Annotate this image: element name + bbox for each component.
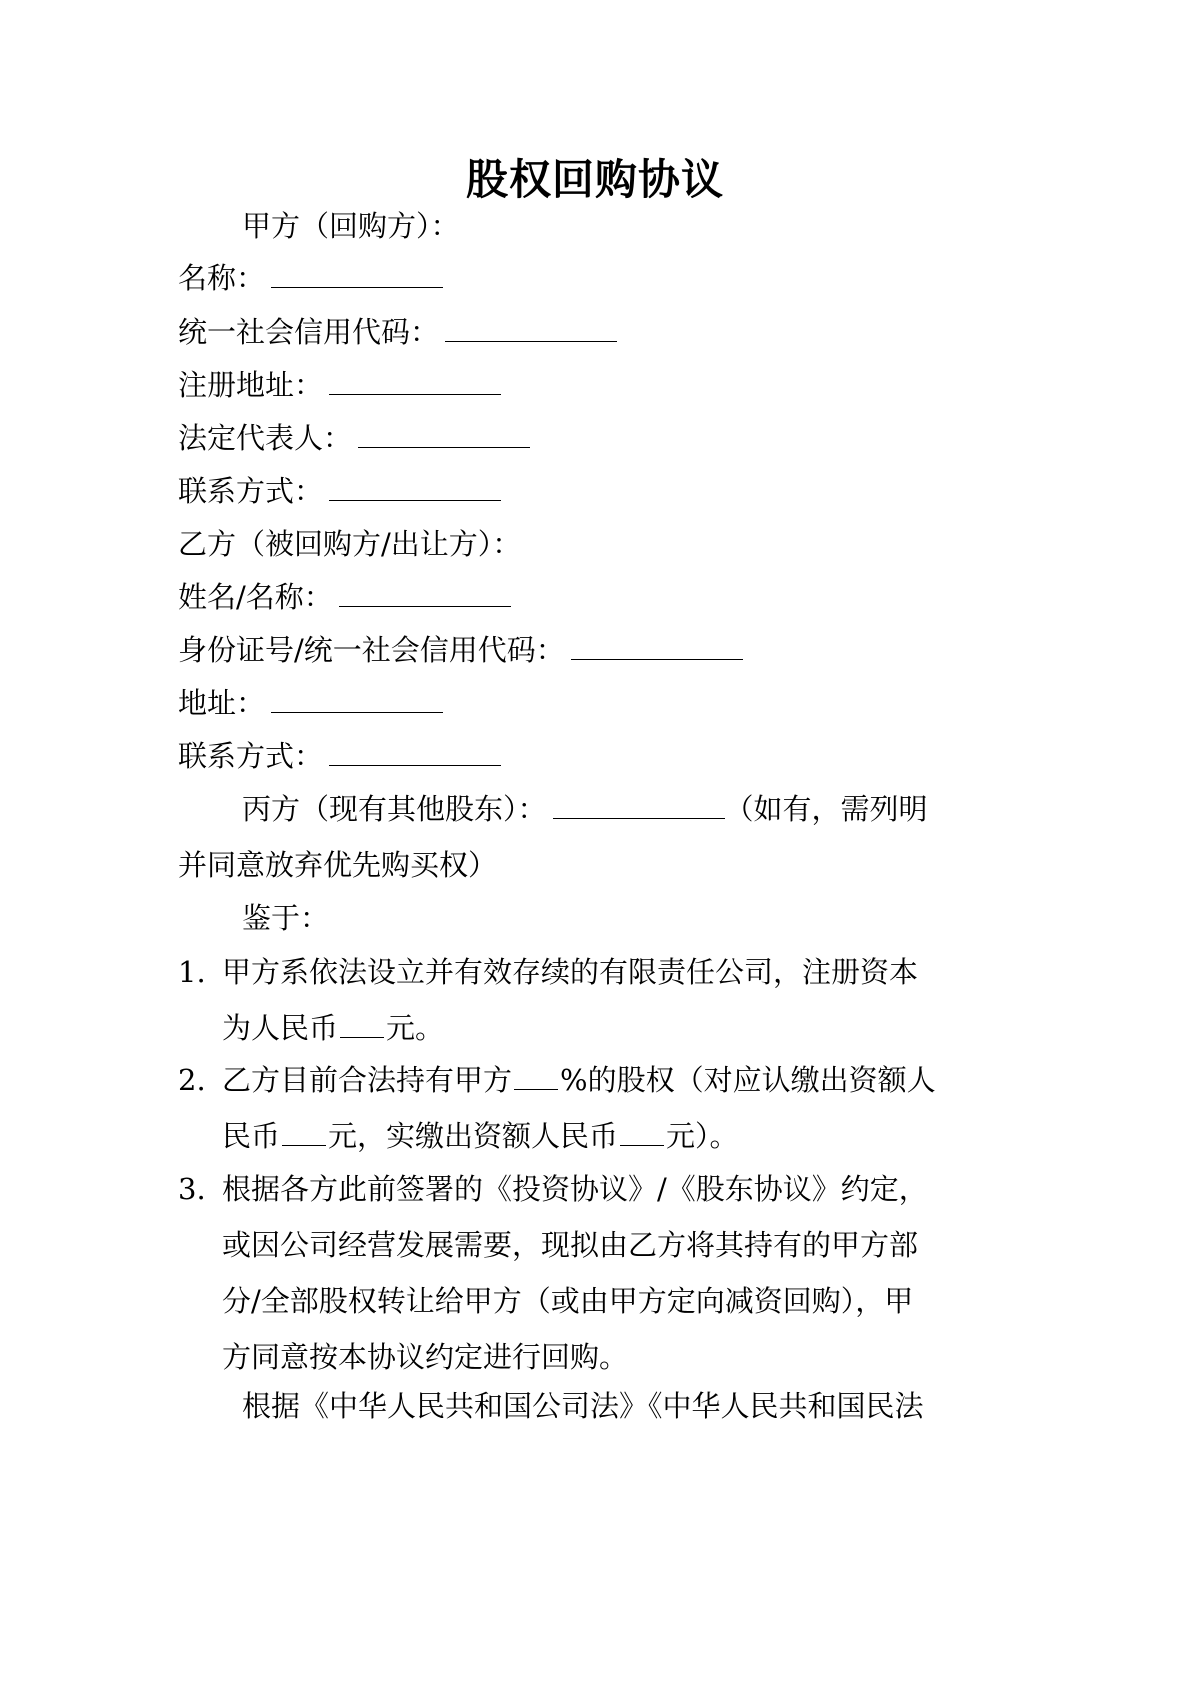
- party-c-note-1: （如有，需列明: [724, 792, 928, 826]
- party-b-contact-label: 联系方式：: [178, 739, 324, 773]
- whereas-item-2-line-2: [222, 1108, 1012, 1164]
- party-a-legal-rep-row: [178, 410, 530, 466]
- whereas-item-3-line-4: 方同意按本协议约定进行回购。: [222, 1340, 629, 1374]
- party-b-address-row: [178, 675, 443, 731]
- whereas-item-3-line-3: 分/全部股权转让给甲方（或由甲方定向减资回购），甲: [222, 1284, 914, 1318]
- party-b-name-row: [178, 569, 511, 625]
- subscribed-capital-blank[interactable]: [282, 1117, 326, 1146]
- party-b-contact-row: [178, 728, 501, 784]
- whereas-item-2-number: 2.: [178, 1063, 206, 1097]
- party-c-note-2: 并同意放弃优先购买权）: [178, 848, 498, 882]
- party-a-address-blank[interactable]: [329, 366, 501, 395]
- party-a-contact-row: [178, 463, 501, 519]
- paid-capital-blank[interactable]: [620, 1117, 664, 1146]
- whereas-item-2-text-2: %的股权（对应认缴出资额人: [560, 1063, 936, 1097]
- whereas-item-2: [222, 1052, 1012, 1164]
- whereas-item-1: [222, 944, 1012, 1056]
- party-b-id-row: [178, 622, 743, 678]
- whereas-item-2-text-5: 元）。: [666, 1119, 739, 1153]
- party-a-contact-blank[interactable]: [329, 472, 501, 501]
- registered-capital-blank[interactable]: [340, 1009, 384, 1038]
- party-a-address-row: [178, 357, 501, 413]
- whereas-item-1-text-end: 元。: [386, 1011, 445, 1045]
- party-a-legal-rep-blank[interactable]: [358, 419, 530, 448]
- whereas-item-2-text: 乙方目前合法持有甲方: [222, 1063, 513, 1097]
- party-b-name-blank[interactable]: [339, 578, 511, 607]
- whereas-item-2-line-1: [222, 1052, 1012, 1108]
- whereas-item-1-line-2: [222, 1000, 1012, 1056]
- party-b-address-blank[interactable]: [271, 684, 443, 713]
- equity-percent-blank[interactable]: [514, 1061, 558, 1090]
- whereas-item-1-line-1: 甲方系依法设立并有效存续的有限责任公司，注册资本: [222, 955, 919, 989]
- party-a-credit-code-blank[interactable]: [445, 313, 617, 342]
- whereas-item-1-text: 为人民币: [222, 1011, 339, 1045]
- party-c-heading: 丙方（现有其他股东）：: [242, 792, 547, 826]
- party-a-legal-rep-label: 法定代表人：: [178, 421, 353, 455]
- party-a-name-row: [178, 250, 443, 306]
- party-c-paragraph: [178, 781, 928, 893]
- party-b-contact-blank[interactable]: [329, 737, 501, 766]
- whereas-item-3-line-2: 或因公司经营发展需要，现拟由乙方将其持有的甲方部: [222, 1228, 919, 1262]
- party-a-contact-label: 联系方式：: [178, 474, 324, 508]
- whereas-item-3-line-1: 根据各方此前签署的《投资协议》/《股东协议》约定，: [222, 1172, 928, 1206]
- whereas-item-1-number: 1.: [178, 955, 206, 989]
- party-a-credit-code-label: 统一社会信用代码：: [178, 315, 440, 349]
- party-a-name-label: 名称：: [178, 261, 266, 295]
- whereas-item-3-number: 3.: [178, 1172, 206, 1206]
- whereas-item-2-text-3: 民币: [222, 1119, 281, 1153]
- whereas-item-3: [222, 1161, 1012, 1385]
- whereas-heading: 鉴于：: [242, 901, 330, 935]
- party-b-id-blank[interactable]: [571, 631, 743, 660]
- party-b-heading: 乙方（被回购方/出让方）：: [178, 527, 522, 561]
- whereas-item-2-text-4: 元，实缴出资额人民币: [328, 1119, 619, 1153]
- party-c-blank[interactable]: [553, 790, 725, 819]
- party-b-id-label: 身份证号/统一社会信用代码：: [178, 633, 565, 667]
- party-a-name-blank[interactable]: [271, 259, 443, 288]
- party-a-credit-code-row: [178, 304, 617, 360]
- party-b-address-label: 地址：: [178, 686, 266, 720]
- party-c-row-1: [178, 781, 928, 837]
- document-title: 股权回购协议: [465, 155, 724, 204]
- party-a-address-label: 注册地址：: [178, 368, 324, 402]
- party-b-name-label: 姓名/名称：: [178, 580, 333, 614]
- closing-paragraph: 根据《中华人民共和国公司法》《中华人民共和国民法: [242, 1389, 924, 1423]
- party-a-heading: 甲方（回购方）：: [242, 209, 460, 243]
